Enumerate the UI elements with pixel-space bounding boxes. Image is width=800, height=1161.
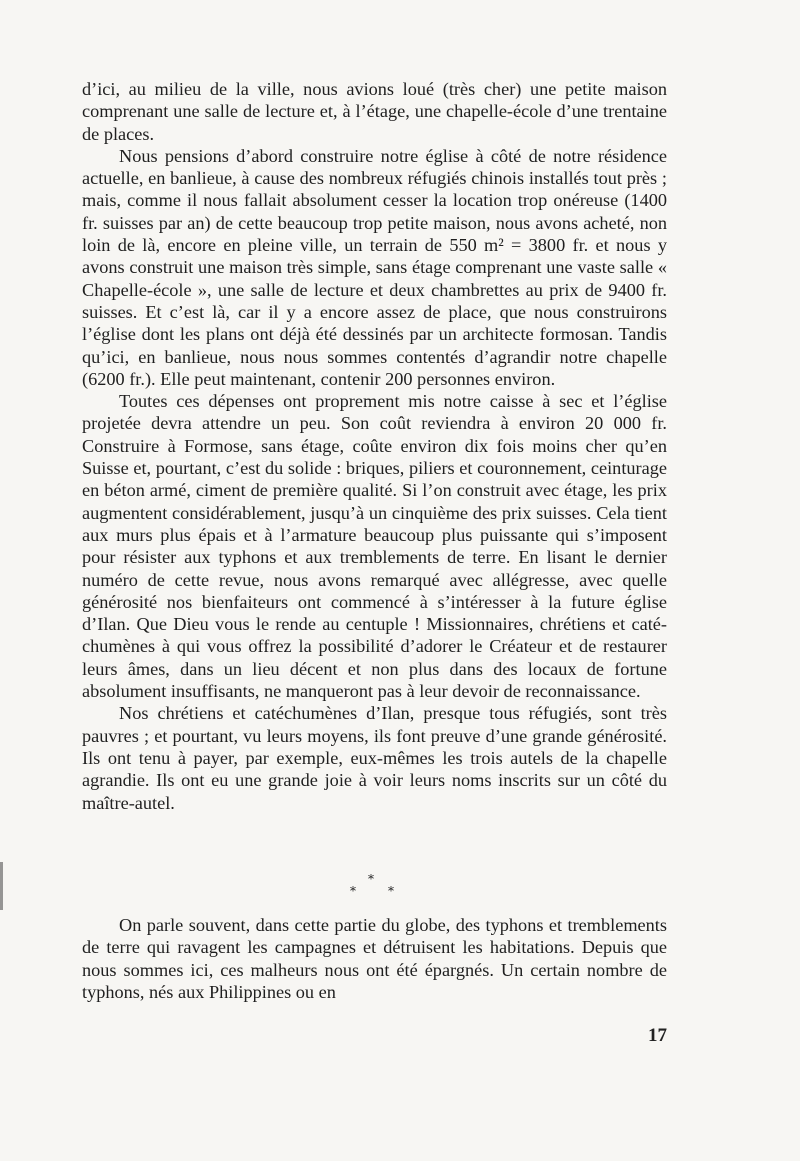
asterism-star-top: * — [368, 872, 374, 886]
page-number: 17 — [648, 1025, 667, 1046]
page-edge-mark — [0, 862, 3, 910]
paragraph-generosity: Nos chrétiens et catéchumènes d’Ilan, presque tous réfugiés, sont très pauvres ; et pourtant, vu leurs moyens, ils font preuve d’une grande générosité. Ils ont tenu à payer, par exemple, eux-mêmes les trois autels de la chapelle agrandie. Ils ont eu une grande joie à voir leurs noms inscrits sur un côté du maître-autel. — [82, 703, 667, 813]
paragraph-continuation: d’ici, au milieu de la ville, nous avions loué (très cher) une petite maison comprenant une salle de lecture et, à l’étage, une chapelle-école d’une trentaine de places. — [82, 79, 667, 144]
paragraph-church-plans: Nous pensions d’abord construire notre église à côté de notre résidence actuelle, en banlieue, à cause des nombreux réfugiés chinois installés tout près ; mais, comme il nous fallait absolument cesser la location trop onéreuse (1400 fr. suisses par an) de cette beaucoup trop petite maison, nous avons acheté, non loin de là, encore en pleine ville, un terrain de 550 m² = 3800 fr. et nous y avons construit une maison très simple, sans étage comprenant une vaste salle « Chapelle-école », une salle de lecture et deux chambrettes au prix de 9400 fr. suisses. Et c’est là, car il y a encore assez de place, que nous construirons l’église dont les plans ont déjà été dessinés par un architecte formosan. Tandis qu’ici, en banlieue, nous nous sommes contentés d’agrandir notre chapelle (6200 fr.). Elle peut maintenant, contenir 200 personnes environ. — [82, 145, 667, 389]
section-break-asterism — [348, 872, 408, 902]
asterism-star-left: * — [350, 884, 356, 898]
paragraph-expenses: Toutes ces dépenses ont proprement mis notre caisse à sec et l’église projetée devra attendre un peu. Son coût reviendra à environ 20 000 fr. Construire à Formose, sans étage, coûte environ dix fois moins cher qu’en Suisse et, pourtant, c’est du solide : briques, piliers et couronnement, ceinturage en béton armé, ciment de première qualité. Si l’on construit avec étage, les prix augmentent considérablement, jusqu’à un cinquième des prix suisses. Cela tient aux murs plus épais et à l’armature beaucoup plus puissante qui s’imposent pour résister aux typhons et aux tremblements de terre. En lisant le dernier numéro de cette revue, nous avons remarqué avec allégresse, avec quelle générosité nos bienfaiteurs ont commencé à s’intéresser à la future église d’Ilan. Que Dieu vous le rende au centuple ! Missionnaires, chrétiens et catéchumènes à qui vous offrez la possibilité d’adorer le Créateur et de restaurer leurs âmes, dans un lieu décent et non plus dans des locaux de fortune absolument insuffisants, ne manqueront pas à leur devoir de reconnaissance. — [82, 391, 667, 702]
paragraph-typhons: On parle souvent, dans cette partie du globe, des typhons et tremblements de terre qui ravagent les campagnes et détruisent les habitations. Depuis que nous sommes ici, ces malheurs nous ont été épargnés. Un certain nombre de typhons, nés aux Philippines ou en — [82, 915, 667, 1002]
closing-text — [82, 914, 667, 1003]
body-text — [82, 78, 667, 814]
asterism-star-right: * — [388, 884, 394, 898]
